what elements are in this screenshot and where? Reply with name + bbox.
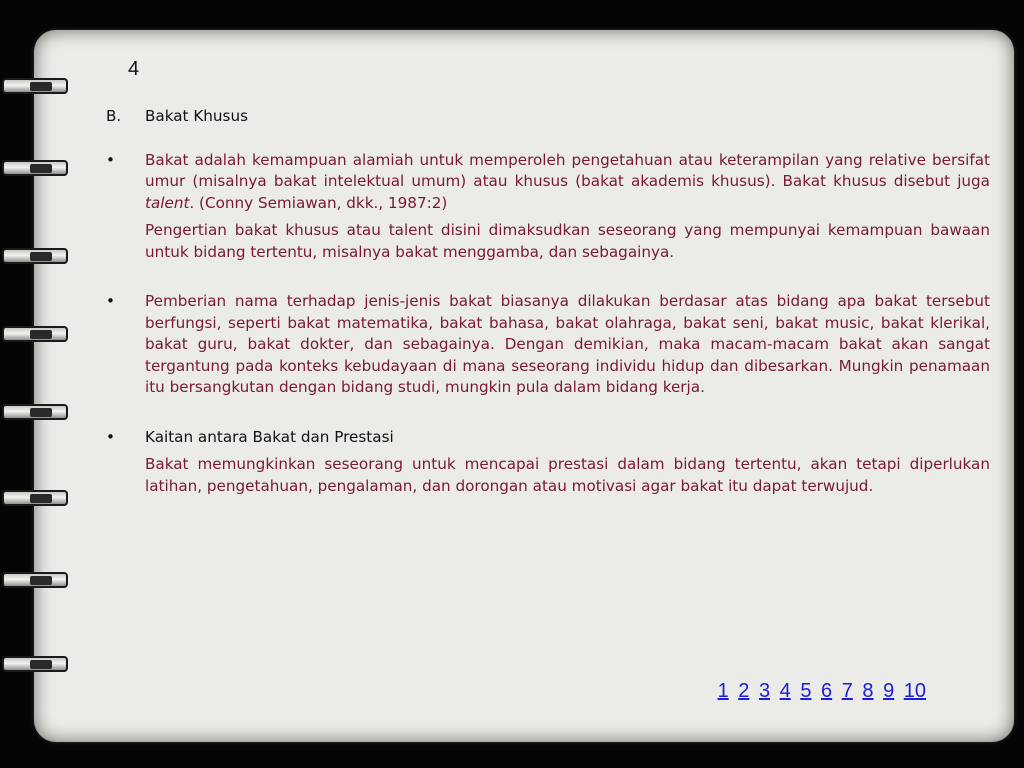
item-title: Kaitan antara Bakat dan Prestasi [145, 427, 394, 446]
list-item-body [145, 150, 990, 270]
slide-content [106, 106, 990, 503]
list-item-body [145, 291, 990, 405]
slide-pager [714, 680, 926, 703]
bullet-icon: • [106, 150, 115, 169]
pager-link-3[interactable]: 3 [758, 680, 771, 702]
pager-link-7[interactable]: 7 [841, 680, 853, 702]
pager-link-9[interactable]: 9 [883, 680, 895, 702]
paragraph: Pemberian nama terhadap jenis-jenis bakat biasanya dilakukan berdasar atas bidang apa bakat tersebut berfungsi, seperti bakat matematika, bakat bahasa, bakat olahraga, bakat seni, bakat music, bakat klerikal, bakat guru, bakat dokter, dan sebagainya. Dengan demikian, maka macam-macam bakat akan sangat tergantung pada konteks kebudayaan di mana seseorang individu hidup dan dibesarkan. Mungkin penamaan itu bersangkutan dengan bidang studi, mungkin pula dalam bidang kerja. [145, 292, 990, 396]
pager-link-4[interactable]: 4 [779, 680, 791, 702]
binder-ring-icon [2, 160, 68, 176]
list-item [106, 427, 990, 504]
section-title: Bakat Khusus [145, 107, 249, 125]
list-item [106, 291, 990, 405]
binder-ring-icon [2, 326, 68, 342]
binder-ring-icon [2, 404, 68, 420]
paragraph-text: . (Conny Semiawan, dkk., 1987:2) [189, 193, 448, 212]
binder-ring-icon [2, 78, 68, 94]
paragraph-text: Bakat adalah kemampuan alamiah untuk memperoleh pengetahuan atau keterampilan yang relative bersifat umur (misalnya bakat intelektual umum) atau khusus (bakat akademis khusus). Bakat khusus disebut juga [145, 150, 990, 190]
pager-link-1[interactable]: 1 [717, 680, 729, 702]
binder-ring-icon [2, 656, 68, 672]
page-number: 4 [128, 58, 140, 80]
binder-ring-icon [2, 490, 68, 506]
pager-link-8[interactable]: 8 [862, 680, 874, 702]
pager-link-6[interactable]: 6 [821, 680, 833, 702]
paragraph [145, 150, 990, 215]
spacer [106, 405, 990, 427]
paragraph: Bakat memungkinkan seseorang untuk mencapai prestasi dalam bidang tertentu, akan tetapi diperlukan latihan, pengetahuan, pengalaman, dan dorongan atau motivasi agar bakat itu dapat terwujud. [145, 455, 990, 495]
pager-link-2[interactable]: 2 [738, 680, 750, 702]
pager-link-5[interactable]: 5 [800, 680, 812, 702]
pager-link-10[interactable]: 10 [903, 680, 926, 702]
list-item-body [145, 427, 990, 504]
list-item [106, 150, 990, 270]
paragraph: Pengertian bakat khusus atau talent disini dimaksudkan seseorang yang mempunyai kemampuan bawaan untuk bidang tertentu, misalnya bakat menggamba, dan sebagainya. [145, 221, 990, 261]
section-marker: B. [106, 107, 122, 125]
binder-ring-icon [2, 572, 68, 588]
binder-ring-icon [2, 248, 68, 264]
spacer [106, 269, 990, 291]
bullet-icon: • [106, 427, 115, 446]
emphasis-text: talent [145, 193, 190, 212]
bullet-icon: • [106, 292, 115, 310]
section-heading [106, 106, 990, 128]
